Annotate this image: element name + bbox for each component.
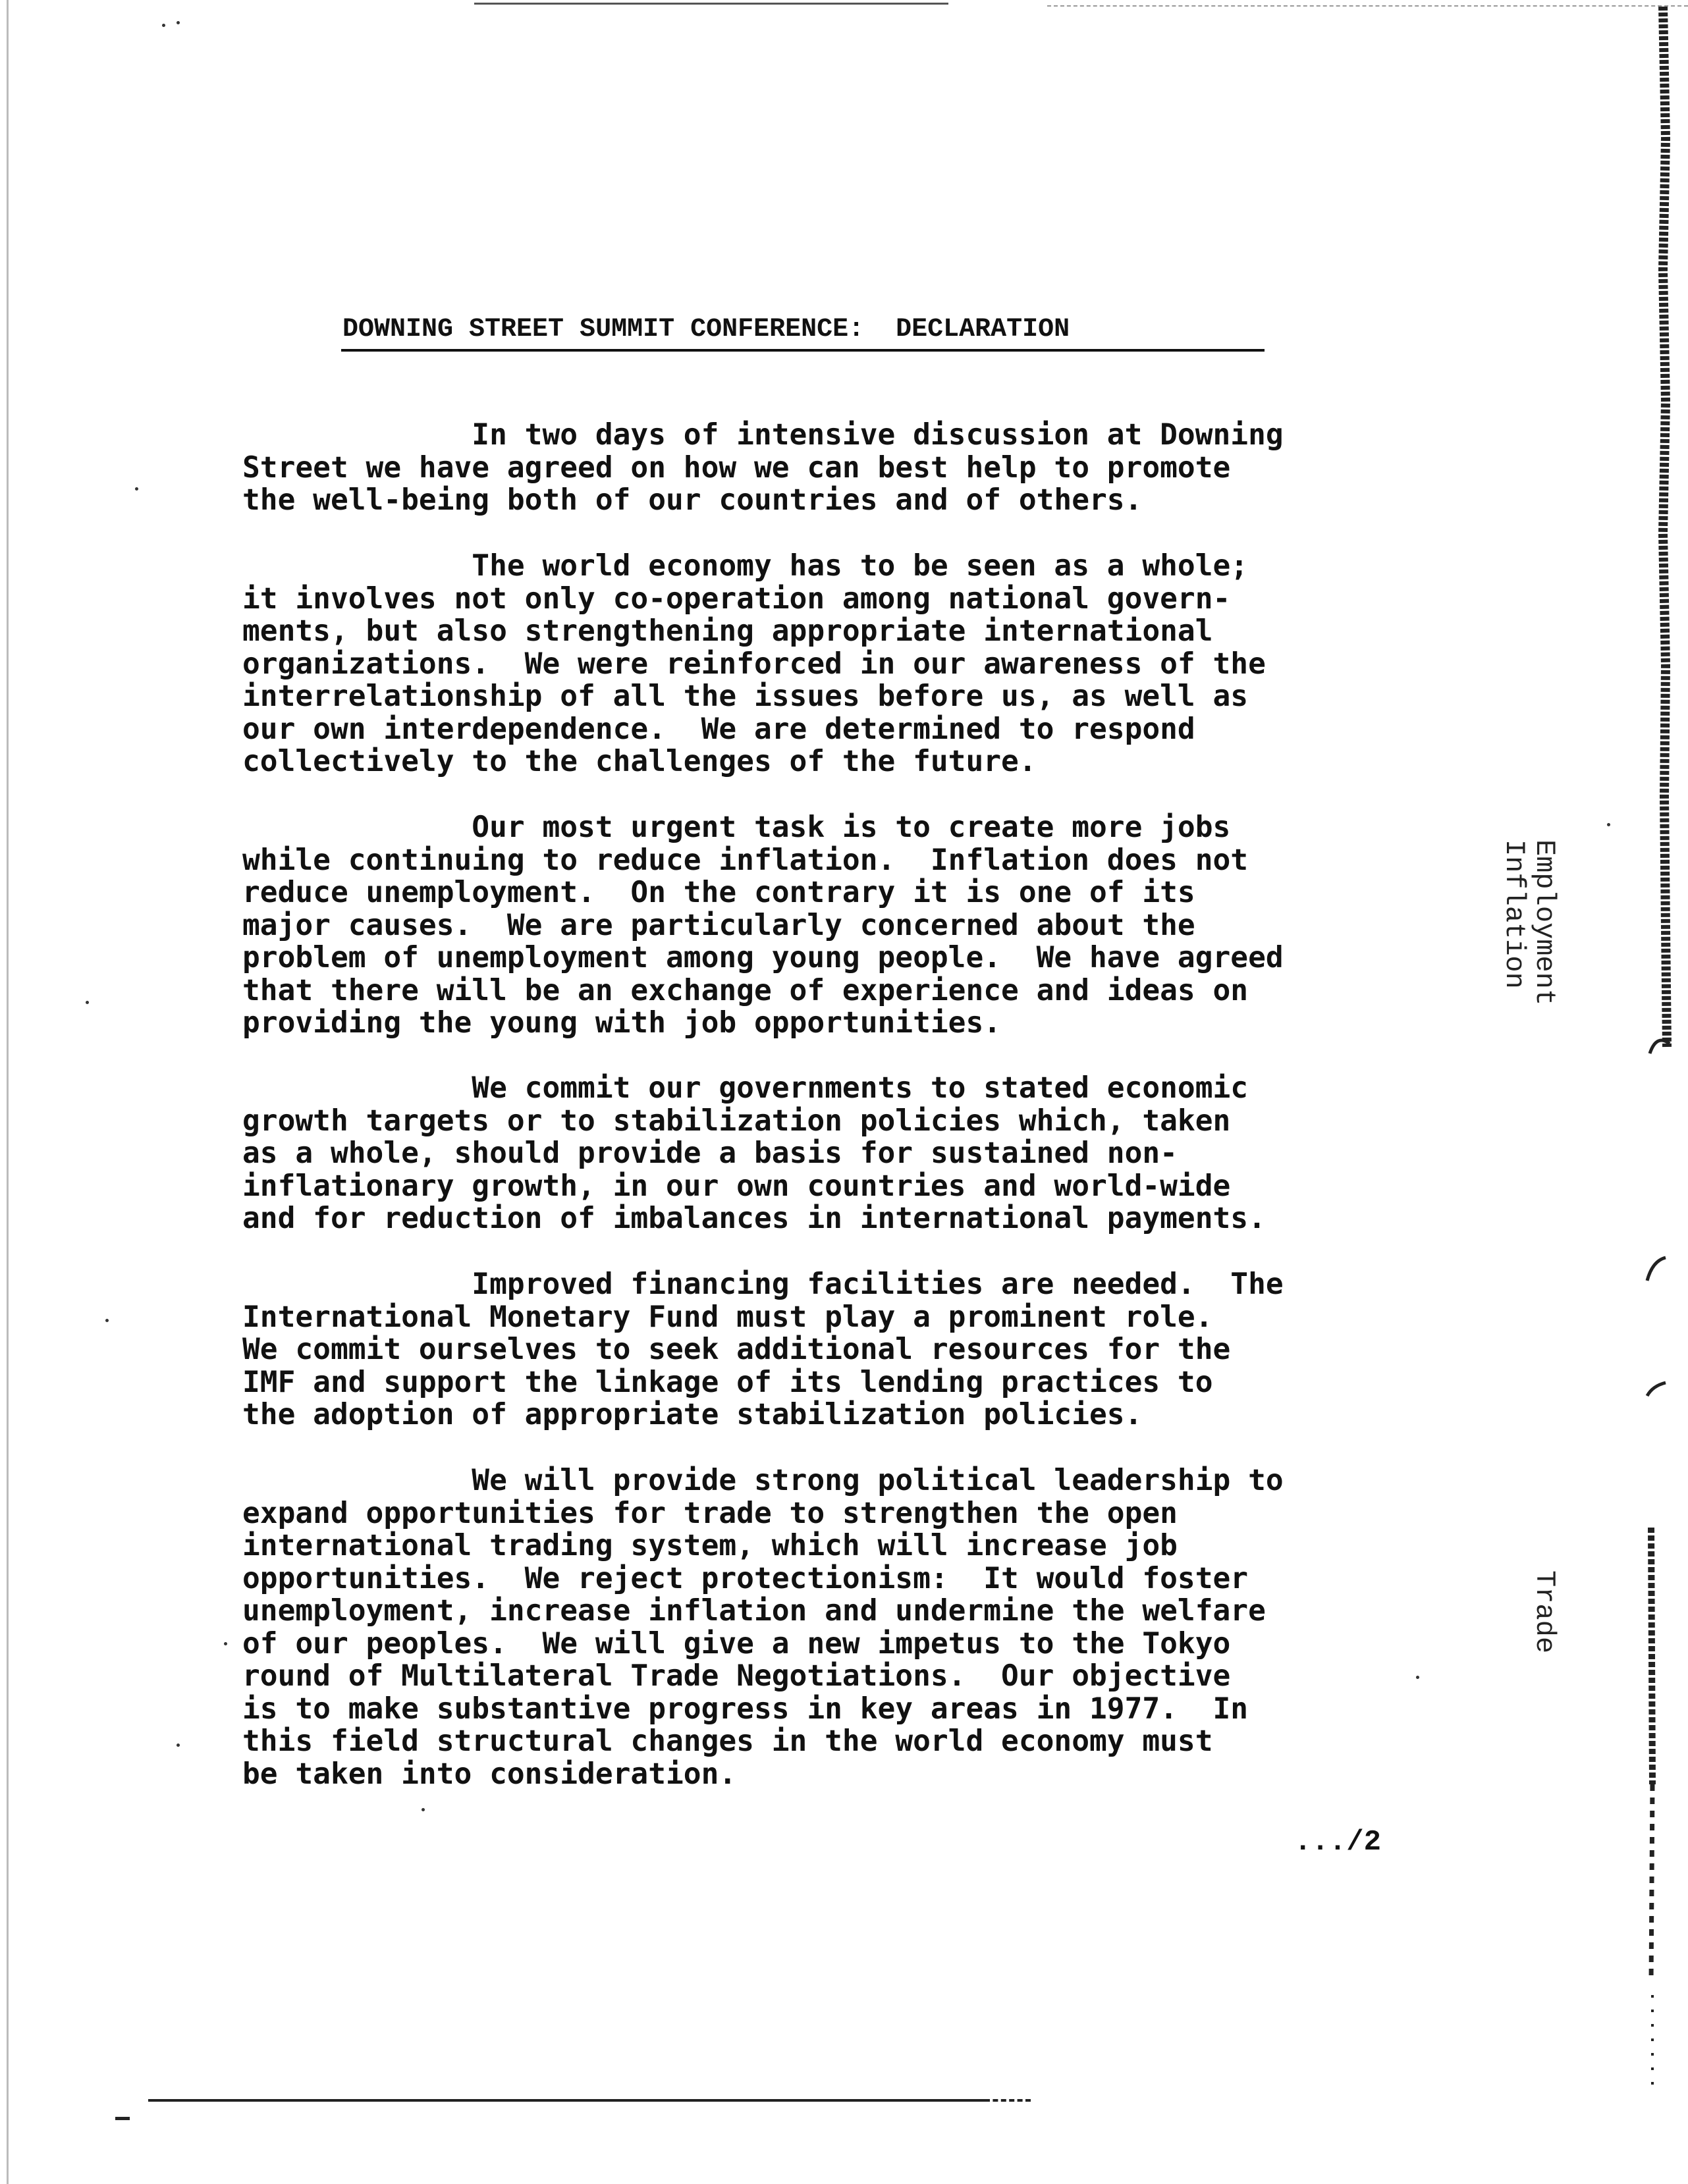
scan-speck [177, 1744, 180, 1747]
scan-speck [105, 1319, 109, 1322]
scan-speck [86, 1001, 89, 1004]
scan-speck [224, 1642, 227, 1645]
paragraph-6: We will provide strong political leadership to expand opportunities for trade to strengthen the open international trading system, which will increase job opportunities. We reject protectionism: It would foster unemployment, increase inflation and undermine the welfare of our peoples. We will give a new impetus to the Tokyo round of Multilateral Trade Negotiations. Our objective is to make substantive progress in key areas in 1977. In this field structural changes in the world economy must be taken into consideration. [242, 1464, 1284, 1791]
bottom-rule [148, 2099, 985, 2102]
bottom-left-mark [115, 2117, 130, 2120]
bottom-rule-dashed [985, 2099, 1031, 2102]
margin-note-inflation: Inflation [1498, 839, 1530, 989]
paragraph-5: Improved financing facilities are needed. The International Monetary Fund must play a prominent role. We commit ourselves to seek additional resources for the IMF and support the linkage of its lending practices to the adoption of appropriate stabilization policies. [242, 1267, 1284, 1431]
margin-note-employment: Employment [1529, 839, 1560, 1006]
top-rule-dashed [1047, 5, 1688, 8]
scan-speck [1607, 823, 1610, 826]
scan-speck [1416, 1676, 1419, 1679]
top-rule [474, 3, 948, 5]
scan-speck [135, 487, 138, 491]
page-continuation-marker: .../2 [1294, 1826, 1382, 1859]
scan-edge-left [7, 0, 9, 2184]
paragraph-3: Our most urgent task is to create more jobs while continuing to reduce inflation. Inflation does not reduce unemployment. On the contrary it is one of its major causes. We are particularly concerned about the problem of unemployment among young people. We have agreed that there will be an exchange of experience and ideas on providing the young with job opportunities. [242, 811, 1284, 1040]
paragraph-1: In two days of intensive discussion at Downing Street we have agreed on how we can best help to promote the well-being both of our countries and of others. [242, 418, 1284, 517]
scan-speck [422, 1808, 425, 1811]
margin-note-trade: Trade [1529, 1570, 1560, 1654]
title-underline [341, 349, 1265, 352]
scan-speck [162, 24, 165, 27]
scan-edge-right [1643, 7, 1676, 2094]
paragraph-2: The world economy has to be seen as a whole; it involves not only co-operation among national govern- ments, but also strengthening appropriate international organizations. We were reinforced in our awareness of the interrelationship of all the issues before us, as well as our own interdependence. We are determined to respond collectively to the challenges of the future. [242, 549, 1266, 778]
paragraph-4: We commit our governments to stated economic growth targets or to stabilization policies which, taken as a whole, should provide a basis for sustained non- inflationary growth, in our own countries and world-wide and for reduction of imbalances in international payments. [242, 1071, 1266, 1235]
scan-speck [177, 21, 180, 24]
document-title: DOWNING STREET SUMMIT CONFERENCE: DECLARATION [342, 315, 1070, 344]
